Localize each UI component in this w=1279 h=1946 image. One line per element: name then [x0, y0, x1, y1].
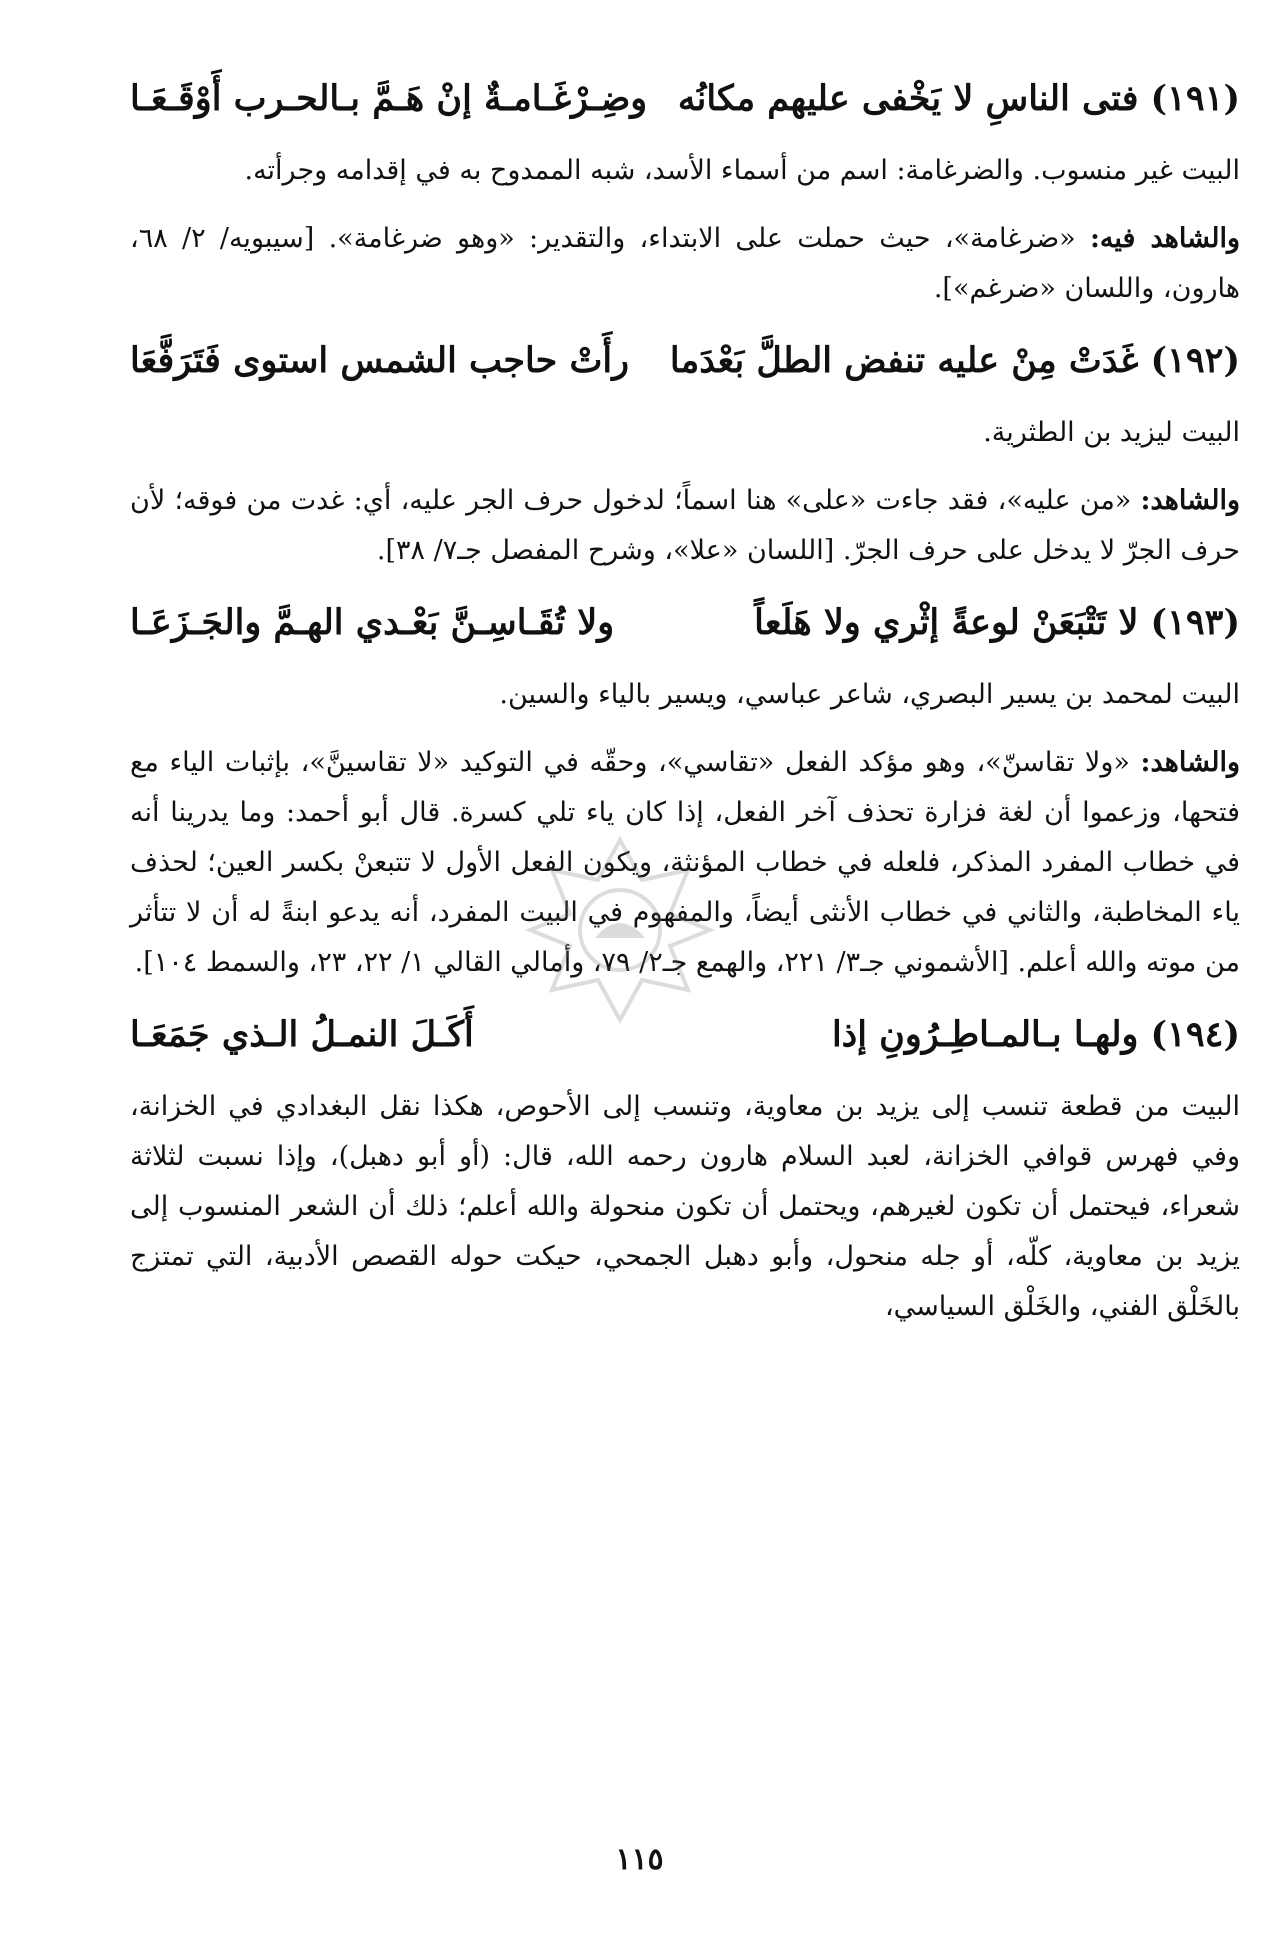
commentary-paragraph: البيت لمحمد بن يسير البصري، شاعر عباسي، ويسير بالياء والسين.	[499, 679, 1240, 710]
verse-first-hemistich: (١٩٣)لا تَتْبَعَنْ لوعةً إثْري ولا هَلَعاً	[754, 602, 1240, 643]
entry-192	[130, 332, 1240, 576]
verse-line	[130, 332, 1240, 390]
shahid-label: والشاهد:	[1140, 747, 1240, 778]
commentary-paragraph: والشاهد: «ولا تقاسنّ»، وهو مؤكد الفعل «تقاسي»، وحقّه في التوكيد «لا تقاسينَّ»، بإثبات الياء مع فتحها، وزعموا أن لغة فزارة تحذف آخر الفعل، إذا كان ياء تلي كسرة. قال أبو أحمد: وما يدرينا أنه في خطاب المفرد المذكر، فلعله في خطاب المؤنثة، ويكون الفعل الأول لا تتبعنْ بكسر العين؛ لحذف ياء المخاطبة، والثاني في خطاب الأنثى أيضاً، والمفهوم في البيت المفرد، أنه يدعو ابنةً له أن لا تتأثر من موته والله أعلم. [الأشموني جـ٣/ ٢٢١، والهمع جـ٢/ ٧٩، وأمالي القالي ١/ ٢٢، ٢٣، والسمط ١٠٤].	[130, 747, 1240, 978]
library-seal-watermark	[520, 830, 720, 1030]
verse-first-hemistich: (١٩١)فتى الناسِ لا يَخْفى عليهم مكانُه	[677, 78, 1240, 119]
commentary-paragraph: البيت ليزيد بن الطثرية.	[983, 417, 1240, 448]
entry-194	[130, 1006, 1240, 1332]
verse-second-hemistich: ولا تُقَـاسِـنَّ بَعْـدي الهـمَّ والجَـزَعَـا	[130, 602, 615, 643]
entry-number: (١٩٣)	[1150, 602, 1240, 643]
verse-first-hemistich: (١٩٤)ولهـا بـالمـاطِـرُونِ إذا	[831, 1014, 1240, 1055]
verse-second-hemistich: أَكَـلَ النمـلُ الـذي جَمَعَـا	[130, 1014, 474, 1055]
verse-first-hemistich: (١٩٢)غَدَتْ مِنْ عليه تنفض الطلَّ بَعْدَما	[669, 340, 1240, 381]
commentary-paragraph: البيت من قطعة تنسب إلى يزيد بن معاوية، وتنسب إلى الأحوص، هكذا نقل البغدادي في الخزانة، وفي فهرس قوافي الخزانة، لعبد السلام هارون رحمه الله، قال: (أو أبو دهبل)، وإذا نسبت لثلاثة شعراء، فيحتمل أن تكون لغيرهم، ويحتمل أن تكون منحولة والله أعلم؛ ذلك أن الشعر المنسوب إلى يزيد بن معاوية، كلّه، أو جله منحول، وأبو دهبل الجمحي، حيكت حوله القصص الأدبية، التي تمتزج بالخَلْق الفني، والخَلْق السياسي،	[130, 1091, 1240, 1322]
entry-191	[130, 70, 1240, 314]
verse-second-hemistich: وضِـرْغَـامـةٌ إنْ هَـمَّ بـالحـرب أَوْقَـعَـا	[130, 78, 648, 119]
shahid-label: والشاهد:	[1140, 485, 1240, 516]
shahid-label: والشاهد فيه:	[1089, 223, 1241, 254]
entry-number: (١٩٤)	[1150, 1014, 1240, 1055]
entry-number: (١٩١)	[1150, 78, 1240, 119]
verse-line	[130, 70, 1240, 128]
page-number: ١١٥	[615, 1842, 664, 1877]
verse-second-hemistich: رأَتْ حاجب الشمس استوى فَتَرَفَّعَا	[130, 340, 630, 381]
commentary-paragraph: والشاهد: «من عليه»، فقد جاءت «على» هنا اسماً؛ لدخول حرف الجر عليه، أي: غدت من فوقه؛ لأن حرف الجرّ لا يدخل على حرف الجرّ. [اللسان «علا»، وشرح المفصل جـ٧/ ٣٨].	[130, 485, 1240, 566]
page-body	[130, 70, 1240, 1350]
commentary-paragraph: والشاهد فيه: «ضرغامة»، حيث حملت على الابتداء، والتقدير: «وهو ضرغامة». [سيبويه/ ٢/ ٦٨، هارون، واللسان «ضرغم»].	[130, 223, 1241, 304]
entry-number: (١٩٢)	[1150, 340, 1240, 381]
verse-line	[130, 594, 1240, 652]
commentary-paragraph: البيت غير منسوب. والضرغامة: اسم من أسماء الأسد، شبه الممدوح به في إقدامه وجرأته.	[244, 155, 1240, 186]
